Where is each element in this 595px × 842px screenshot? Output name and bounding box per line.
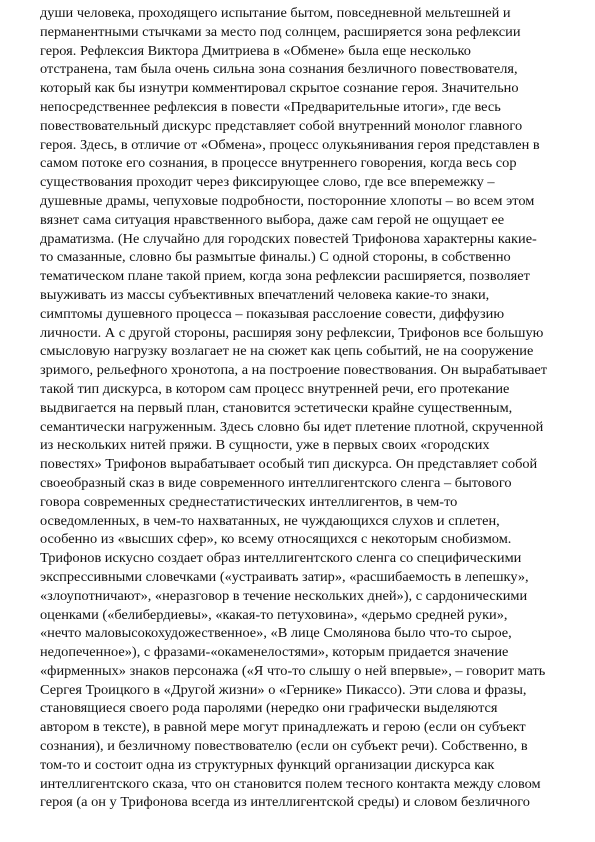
text-line: Сергея Троицкого в «Другой жизни» о «Гернике» Пикассо). Эти слова и фразы, xyxy=(40,681,527,697)
text-line: который как бы изнутри комментировал скрытое сознание героя. Значительно xyxy=(40,80,519,96)
text-line: «нечто маловысокохудожественное», «В лице Смолянова было что-то сырое, xyxy=(40,625,512,641)
text-line: том-то и состоит одна из структурных функций организации дискурса как xyxy=(40,756,495,772)
text-line: выдвигается на первый план, становится эстетически крайне существенным, xyxy=(40,399,513,415)
text-line: перманентными стычками за место под солнцем, расширяется зона рефлексии xyxy=(40,23,521,39)
text-line: своеобразный сказ в виде современного интеллигентского сленга – бытового xyxy=(40,474,512,490)
text-line: души человека, проходящего испытание бытом, повседневной мельтешней и xyxy=(40,5,511,20)
text-line: недопеченное»), с фразами-«окаменелостями», которым придается значение xyxy=(40,644,509,660)
text-line: отстранена, там была очень сильна зона сознания безличного повествователя, xyxy=(40,61,518,77)
text-line: особенно из «высших сфер», ко всему относящихся с некоторым снобизмом. xyxy=(40,531,512,547)
text-line: экспрессивными словечками («устраивать затир», «расшибаемость в лепешку», xyxy=(40,568,529,584)
text-line: драматизма. (Не случайно для городских повестей Трифонова характерны какие- xyxy=(40,230,537,246)
text-line: непосредственнее рефлексия в повести «Предварительные итоги», где весь xyxy=(40,98,501,114)
text-line: интеллигентского сказа, что он становится полем тесного контакта между словом xyxy=(40,775,541,791)
text-line: личности. А с другой стороны, расширяя зону рефлексии, Трифонов все большую xyxy=(40,324,544,340)
text-line: смысловую нагрузку возлагает не на сюжет как цепь событий, не на сооружение xyxy=(40,343,534,359)
text-line: повествовательный дискурс представляет собой внутренний монолог главного xyxy=(40,117,523,133)
text-line: автором в тексте), в равной мере могут принадлежать и герою (если он субъект xyxy=(40,719,526,735)
text-line: вязнет сама ситуация нравственного выбора, даже сам герой не ощущает ее xyxy=(40,211,505,227)
text-line: зримого, рельефного хронотопа, а на построение повествования. Он вырабатывает xyxy=(40,362,548,378)
text-line: «фирменных» знаков персонажа («Я что-то слышу о ней впервые», – говорит мать xyxy=(40,662,546,678)
text-line: душевные драмы, чепуховые подробности, посторонние хлопоты – во всем этом xyxy=(40,192,535,208)
text-line: такой тип дискурса, в котором сам процесс внутренней речи, его протекание xyxy=(40,380,510,396)
text-line: осведомленных, в чем-то нахватанных, не чуждающихся слухов и сплетен, xyxy=(40,512,500,528)
text-line: становящиеся своего рода паролями (нередко они графически выделяются xyxy=(40,700,498,716)
text-line: выуживать из массы субъективных впечатлений человека какие-то знаки, xyxy=(40,286,490,302)
text-line: тематическом плане такой прием, когда зона рефлексии расширяется, позволяет xyxy=(40,268,530,284)
text-line: «злоупотничают», «неразговор в течение нескольких дней»), с сардоническими xyxy=(40,587,528,603)
text-line: повестях» Трифонов вырабатывает особый тип дискурса. Он представляет собой xyxy=(40,456,538,472)
text-line: самом потоке его сознания, в процессе внутреннего говорения, когда весь сор xyxy=(40,155,517,171)
text-line: симптомы душевного процесса – показывая расслоение совести, диффузию xyxy=(40,305,505,321)
text-line: героя. Рефлексия Виктора Дмитриева в «Обмене» была еще несколько xyxy=(40,42,471,58)
text-line: Трифонов искусно создает образ интеллигентского сленга со специфическими xyxy=(40,550,522,566)
text-line: сознания), и безличному повествователю (если он субъект речи). Собственно, в xyxy=(40,738,528,754)
text-line: говора современных среднестатистических интеллигентов, в чем-то xyxy=(40,493,458,509)
body-text xyxy=(40,4,580,812)
text-line: оценками («белибердиевы», «какая-то петуховина», «дерьмо средней руки», xyxy=(40,606,508,622)
text-line: то смазанные, словно бы размытые финалы.) С одной стороны, в собственно xyxy=(40,249,511,265)
text-line: героя (а он у Трифонова всегда из интеллигентской среды) и словом безличного xyxy=(40,794,530,810)
text-line: героя. Здесь, в отличие от «Обмена», процесс олукьянивания героя представлен в xyxy=(40,136,540,152)
text-line: семантически нагруженным. Здесь словно бы идет плетение плотной, скрученной xyxy=(40,418,544,434)
text-line: из нескольких нитей пряжи. В сущности, уже в первых своих «городских xyxy=(40,437,490,453)
text-line: существования проходит через фиксирующее слово, где все вперемежку – xyxy=(40,174,495,190)
